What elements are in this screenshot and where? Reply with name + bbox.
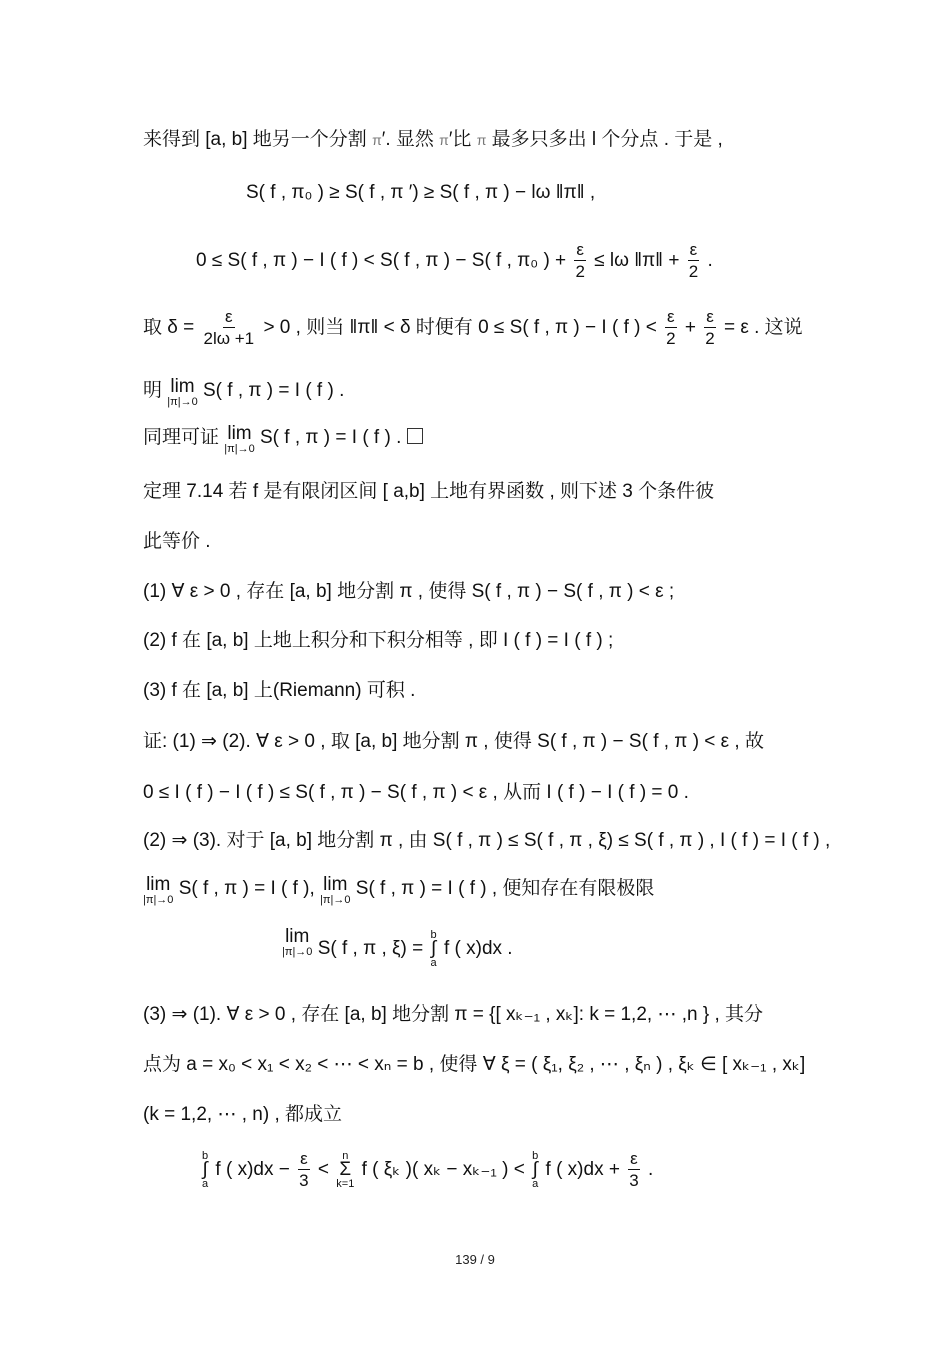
limit-operator: lim |π|→0 xyxy=(224,423,255,455)
limit-operator: lim |π|→0 xyxy=(320,874,351,906)
condition-3: (3) f 在 [a, b] 上(Riemann) 可积 . xyxy=(143,680,416,701)
proof-3-to-1-points: 点为 a = x₀ < x₁ < x₂ < ⋯ < xₙ = b , 使得 ∀ ξ = ( ξ₁, ξ₂ , ⋯ , ξₙ ) , ξₖ ∈ [ xₖ₋₁ , xₖ] xyxy=(143,1054,806,1075)
fraction-eps-over-2: $\frac{\varepsilon}{2}$ xyxy=(666,307,676,349)
theorem-7-14: 定理 7.14 若 f 是有限闭区间 [ a,b] 上地有界函数 , 则下述 3 个条件彼 xyxy=(143,481,715,502)
fraction-eps-over-3: $\frac{\varepsilon}{3}$ xyxy=(299,1149,309,1191)
summation-sign-icon: n Σ k=1 xyxy=(336,1149,355,1190)
proof-3-to-1-range: (k = 1,2, ⋯ , n) , 都成立 xyxy=(143,1104,343,1125)
line-6-similarly: 同理可证 lim |π|→0 S( f , π ) = I ( f ) . xyxy=(143,425,423,455)
condition-2: (2) f 在 [a, b] 上地上积分和下积分相等 , 即 I ( f ) = I ( f ) ; xyxy=(143,630,614,651)
integral-sign-icon: b ∫ a xyxy=(532,1149,539,1190)
line-5-limit: 明 lim |π|→0 S( f , π ) = I ( f ) . xyxy=(143,376,345,408)
line-3-inequality: 0 ≤ S( f , π ) − I ( f ) < S( f , π ) − S( f , π₀ ) + $\frac{\varepsilon}{2}$ ≤ lω ‖π‖ + $\frac{\varepsilon}{2}$ . xyxy=(196,240,713,282)
limit-operator: lim |π|→0 xyxy=(282,926,313,958)
limit-operator: lim |π|→0 xyxy=(167,376,198,408)
fraction-eps-over-3: $\frac{\varepsilon}{3}$ xyxy=(629,1149,639,1191)
proof-2-to-3: (2) ⇒ (3). 对于 [a, b] 地分割 π , 由 S( f , π ) ≤ S( f , π , ξ) ≤ S( f , π ) , I ( f ) = I ( f ) , xyxy=(143,830,831,851)
integral-sign-icon: b ∫ a xyxy=(202,1149,209,1190)
riemann-sum-inequality: b ∫ a f ( x)dx − $\frac{\varepsilon}{3}$ < n Σ k=1 f ( ξₖ )( xₖ − xₖ₋₁ ) < b ∫ a f ( x)dx + $\frac{\varepsilon}{3}$ . xyxy=(202,1149,654,1191)
fraction-eps-over-2: $\frac{\varepsilon}{2}$ xyxy=(705,307,715,349)
fraction-eps-over-2: $\frac{\varepsilon}{2}$ xyxy=(688,240,699,282)
line-4-delta: 取 δ = $\frac{\varepsilon}{2l\omega +1}$ > 0 , 则当 ‖π‖ < δ 时便有 0 ≤ S( f , π ) − I ( f ) < $\frac{\varepsilon}{2}$ + $\frac{\varepsilon}{2}$ = ε . 这说 xyxy=(143,307,803,349)
qed-box-icon xyxy=(407,428,423,444)
proof-1-to-2-cont: 0 ≤ I ( f ) − I ( f ) ≤ S( f , π ) − S( f , π ) < ε , 从而 I ( f ) − I ( f ) = 0 . xyxy=(143,782,689,803)
line-1: 来得到 [a, b] 地另一个分割 π′. 显然 π′比 π 最多只多出 l 个分点 . 于是 , xyxy=(143,129,723,150)
fraction-delta: $\frac{\varepsilon}{2l\omega +1}$ xyxy=(203,307,255,349)
fraction-eps-over-2: $\frac{\varepsilon}{2}$ xyxy=(575,240,585,282)
integral-sign-icon: b ∫ a xyxy=(430,929,437,969)
page-number: 139 / 9 xyxy=(455,1252,495,1267)
limit-integral-equation: lim |π|→0 S( f , π , ξ) = b ∫ a f ( x)dx . xyxy=(282,926,513,969)
line-2-inequality: S( f , π₀ ) ≥ S( f , π ′) ≥ S( f , π ) − lω ‖π‖ , xyxy=(246,182,596,203)
proof-3-to-1: (3) ⇒ (1). ∀ ε > 0 , 存在 [a, b] 地分割 π = {[ xₖ₋₁ , xₖ]: k = 1,2, ⋯ ,n } , 其分 xyxy=(143,1004,764,1025)
limit-operator: lim |π|→0 xyxy=(143,874,174,906)
condition-1: (1) ∀ ε > 0 , 存在 [a, b] 地分割 π , 使得 S( f , π ) − S( f , π ) < ε ; xyxy=(143,581,675,602)
proof-2-to-3-limits: lim |π|→0 S( f , π ) = I ( f ), lim |π|→0 S( f , π ) = I ( f ) , 便知存在有限极限 xyxy=(143,874,655,906)
theorem-7-14-cont: 此等价 . xyxy=(143,531,211,552)
proof-1-to-2: 证: (1) ⇒ (2). ∀ ε > 0 , 取 [a, b] 地分割 π , 使得 S( f , π ) − S( f , π ) < ε , 故 xyxy=(143,731,764,752)
